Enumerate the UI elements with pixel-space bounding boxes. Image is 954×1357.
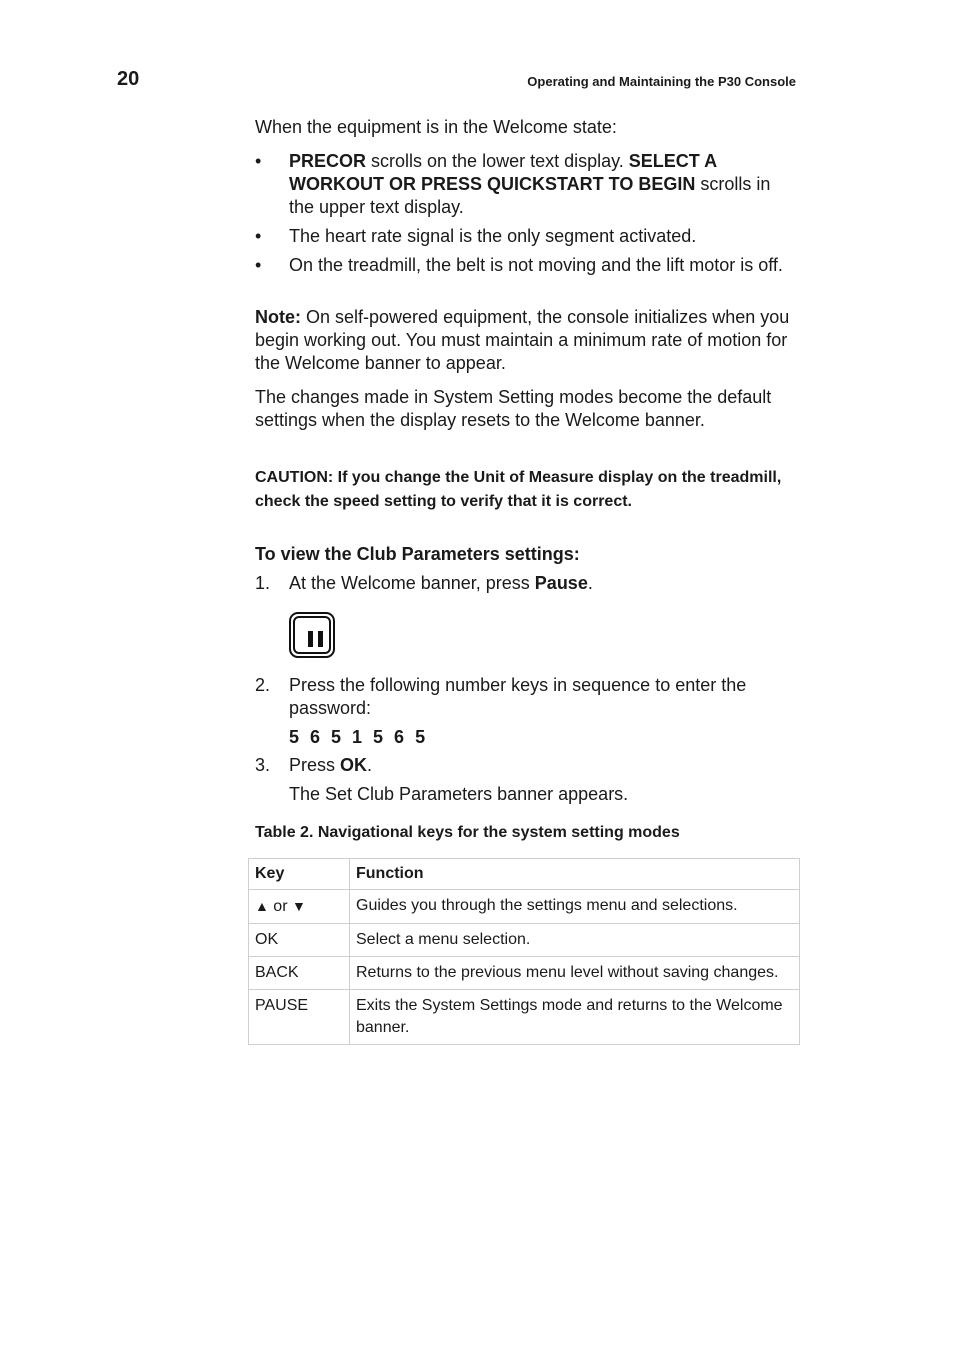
step-result: The Set Club Parameters banner appears. bbox=[289, 784, 629, 804]
caution-block: CAUTION: If you change the Unit of Measure display on the treadmill, check the speed setting to verify that it is correct. bbox=[255, 469, 782, 510]
bold-term: PRECOR bbox=[289, 151, 367, 171]
step-number: 3. bbox=[255, 755, 271, 775]
pause-icon bbox=[289, 612, 335, 658]
intro-paragraph: When the equipment is in the Welcome state: bbox=[255, 117, 617, 137]
list-item bbox=[255, 150, 800, 219]
function-cell: Select a menu selection. bbox=[350, 924, 800, 957]
step-text: Press bbox=[289, 755, 341, 775]
bold-term: SELECT A WORKOUT OR PRESS QUICKSTART TO BEGIN bbox=[289, 151, 717, 194]
page-number: 20 bbox=[117, 68, 140, 90]
key-cell bbox=[249, 890, 350, 924]
table-row bbox=[249, 957, 800, 990]
step-key: OK bbox=[340, 755, 368, 775]
running-head: Operating and Maintaining the P30 Console bbox=[527, 74, 796, 89]
step-number: 1. bbox=[255, 573, 271, 593]
bullet-icon: • bbox=[255, 255, 262, 275]
procedure-title: To view the Club Parameters settings: bbox=[255, 544, 580, 564]
key-cell: OK bbox=[249, 924, 350, 957]
table-header-row bbox=[249, 859, 800, 890]
table-row bbox=[249, 890, 800, 924]
function-cell: Guides you through the settings menu and selections. bbox=[350, 890, 800, 924]
bullet-text: scrolls in the upper text display. bbox=[289, 174, 771, 217]
password-sequence: 5 6 5 1 5 6 5 bbox=[289, 727, 429, 747]
bullet-text: scrolls on the lower text display. bbox=[366, 151, 629, 171]
bullet-icon: • bbox=[255, 151, 262, 171]
bullet-text: The heart rate signal is the only segment activated. bbox=[289, 226, 697, 246]
table-row bbox=[249, 990, 800, 1045]
down-arrow-icon: ▼ bbox=[291, 898, 306, 914]
table-row bbox=[249, 924, 800, 957]
table-caption: Table 2. Navigational keys for the system setting modes bbox=[255, 824, 680, 841]
bullet-icon: • bbox=[255, 226, 262, 246]
body-text bbox=[255, 116, 800, 139]
step-number: 2. bbox=[255, 675, 271, 695]
step-text: . bbox=[367, 755, 373, 775]
navigation-keys-table bbox=[248, 858, 800, 1045]
column-header-function: Function bbox=[350, 859, 800, 890]
function-cell: Returns to the previous menu level without saving changes. bbox=[350, 957, 800, 990]
note-text: On self-powered equipment, the console initializes when you begin working out. You must maintain a minimum rate of motion for the Welcome banner to appear. bbox=[255, 307, 790, 373]
list-item bbox=[255, 254, 800, 277]
changes-paragraph: The changes made in System Setting modes become the default settings when the display resets to the Welcome banner. bbox=[255, 387, 772, 430]
key-cell: BACK bbox=[249, 957, 350, 990]
step-1 bbox=[255, 572, 800, 595]
step-3 bbox=[255, 754, 800, 806]
step-text: . bbox=[587, 573, 593, 593]
note-label: Note: bbox=[255, 307, 301, 327]
bullet-list bbox=[255, 150, 800, 283]
note-block bbox=[255, 306, 800, 375]
step-key: Pause bbox=[534, 573, 588, 593]
column-header-key: Key bbox=[249, 859, 350, 890]
bullet-text: On the treadmill, the belt is not moving and the lift motor is off. bbox=[289, 255, 783, 275]
body-text bbox=[255, 386, 800, 432]
function-cell: Exits the System Settings mode and returns to the Welcome banner. bbox=[350, 990, 800, 1045]
up-arrow-icon: ▲ bbox=[255, 898, 269, 914]
step-2 bbox=[255, 674, 800, 749]
list-item bbox=[255, 225, 800, 248]
key-cell: PAUSE bbox=[249, 990, 350, 1045]
step-text: Press the following number keys in sequence to enter the password: bbox=[289, 675, 747, 718]
step-text: At the Welcome banner, press bbox=[289, 573, 535, 593]
key-or-text: or bbox=[268, 898, 292, 915]
